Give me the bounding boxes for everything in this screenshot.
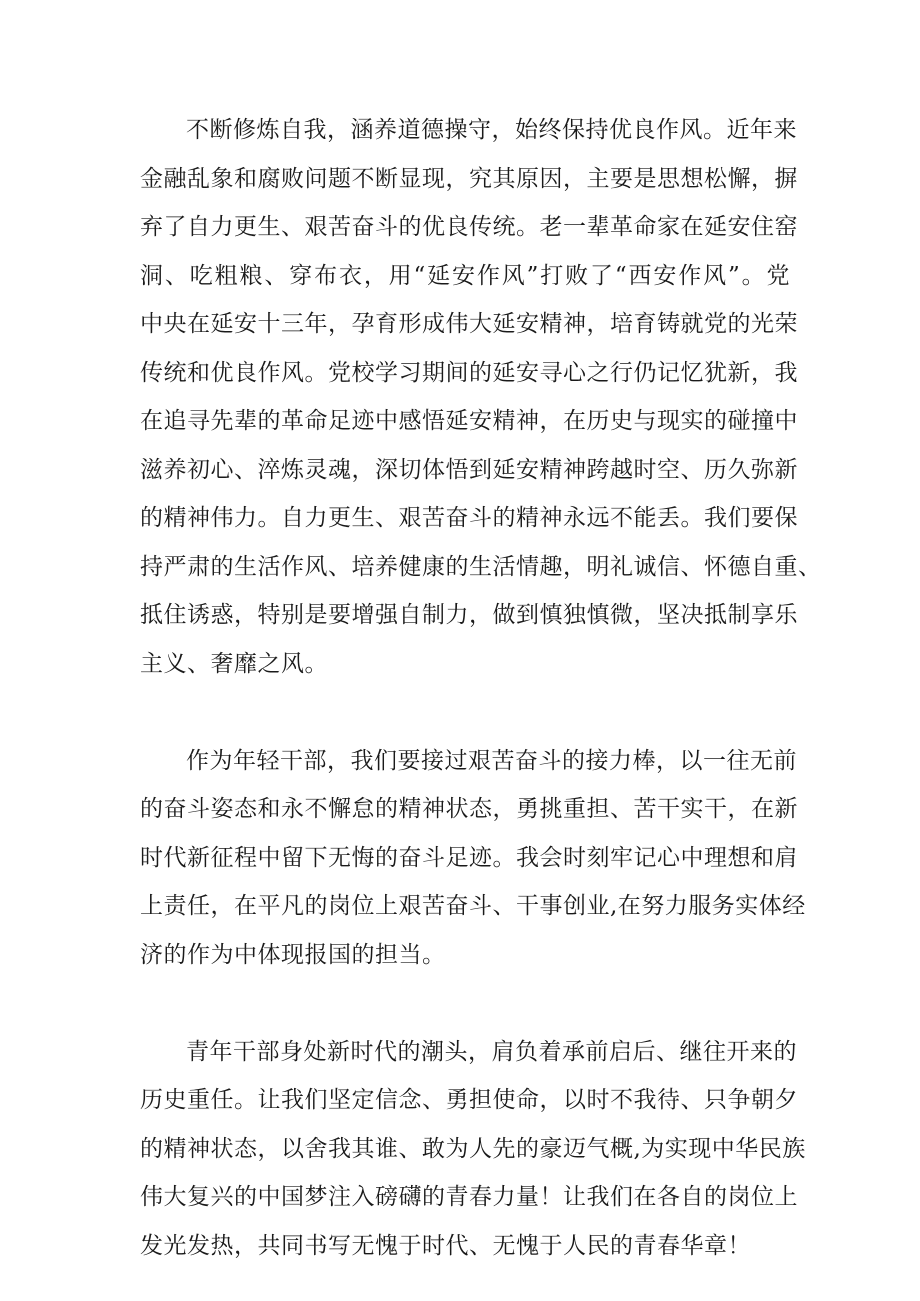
text-line: 发光发热，共同书写无愧于时代、无愧于人民的青春华章！ bbox=[140, 1232, 751, 1259]
document-body bbox=[140, 106, 822, 1270]
text-line: 不断修炼自我，涵养道德操守，始终保持优良作风。近年来 bbox=[186, 117, 797, 143]
paragraph-1 bbox=[140, 106, 822, 688]
paragraph-2 bbox=[140, 737, 806, 980]
text-line: 伟大复兴的中国梦注入磅礴的青春力量！让我们在各自的岗位上 bbox=[140, 1184, 798, 1210]
text-line: 洞、吃粗粮、穿布衣，用“延安作风”打败了“西安作风”。党 bbox=[140, 262, 790, 289]
text-line: 弃了自力更生、艰苦奋斗的优良传统。老一辈革命家在延安住窑 bbox=[140, 214, 798, 240]
paragraph-3 bbox=[140, 1028, 806, 1271]
text-line: 主义、奢靡之风。 bbox=[140, 650, 328, 677]
text-line: 抵住诱惑，特别是要增强自制力，做到慎独慎微，坚决抵制享乐 bbox=[140, 602, 798, 628]
text-line: 传统和优良作风。党校学习期间的延安寻心之行仍记忆犹新，我 bbox=[140, 359, 798, 386]
text-line: 金融乱象和腐败问题不断显现，究其原因，主要是思想松懈，摒 bbox=[140, 165, 798, 192]
text-line: 历史重任。让我们坚定信念、勇担使命，以时不我待、只争朝夕 bbox=[140, 1087, 798, 1113]
text-line: 滋养初心、淬炼灵魂，深切体悟到延安精神跨越时空、历久弥新 bbox=[140, 456, 798, 483]
text-line: 的精神伟力。自力更生、艰苦奋斗的精神永远不能丢。我们要保 bbox=[140, 505, 798, 531]
text-line: 上责任，在平凡的岗位上艰苦奋斗、干事创业,在努力服务实体经 bbox=[140, 893, 806, 919]
paragraph-spacer bbox=[140, 688, 790, 737]
text-line: 的精神状态，以舍我其谁、敢为人先的豪迈气概,为实现中华民族 bbox=[140, 1135, 806, 1162]
text-line: 的奋斗姿态和永不懈怠的精神状态，勇挑重担、苦干实干，在新 bbox=[140, 796, 798, 822]
text-line: 持严肃的生活作风、培养健康的生活情趣，明礼诚信、怀德自重、 bbox=[140, 553, 822, 580]
text-line: 在追寻先辈的革命足迹中感悟延安精神，在历史与现实的碰撞中 bbox=[140, 408, 798, 434]
text-line: 青年干部身处新时代的潮头，肩负着承前启后、继往开来的 bbox=[186, 1038, 797, 1065]
text-line: 中央在延安十三年，孕育形成伟大延安精神，培育铸就党的光荣 bbox=[140, 311, 798, 337]
text-line: 济的作为中体现报国的担当。 bbox=[140, 941, 446, 968]
paragraph-spacer bbox=[140, 979, 790, 1028]
text-line: 时代新征程中留下无悔的奋斗足迹。我会时刻牢记心中理想和肩 bbox=[140, 844, 798, 871]
text-line: 作为年轻干部，我们要接过艰苦奋斗的接力棒，以一往无前 bbox=[186, 747, 797, 774]
